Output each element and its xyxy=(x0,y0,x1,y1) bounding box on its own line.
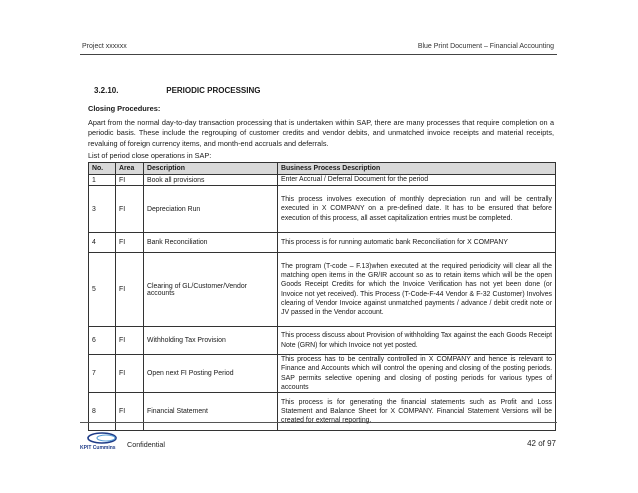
section-title: PERIODIC PROCESSING xyxy=(166,86,261,95)
header-document-title: Blue Print Document – Financial Accounting xyxy=(417,43,554,50)
closing-procedures-heading: Closing Procedures: xyxy=(88,104,161,113)
table-row xyxy=(89,186,556,233)
confidential-label: Confidential xyxy=(127,440,165,449)
list-intro: List of period close operations in SAP: xyxy=(88,151,212,160)
page-number: 42 of 97 xyxy=(527,439,556,448)
table-row xyxy=(89,175,556,186)
cell-area: FI xyxy=(116,327,144,355)
cell-process: This process is for running automatic bank Reconciliation for X COMPANY xyxy=(278,233,556,253)
cell-description: Clearing of GL/Customer/Vendor accounts xyxy=(144,253,278,327)
cell-description: Withholding Tax Provision xyxy=(144,327,278,355)
header-no: No. xyxy=(89,163,116,175)
table-row xyxy=(89,233,556,253)
cell-no: 3 xyxy=(89,186,116,233)
cell-description: Bank Reconciliation xyxy=(144,233,278,253)
cell-area: FI xyxy=(116,233,144,253)
cell-area: FI xyxy=(116,253,144,327)
cell-no: 4 xyxy=(89,233,116,253)
header-description: Description xyxy=(144,163,278,175)
cell-description: Open next FI Posting Period xyxy=(144,355,278,393)
header-area: Area xyxy=(116,163,144,175)
period-close-table xyxy=(88,162,556,431)
table-row xyxy=(89,355,556,393)
cell-no: 5 xyxy=(89,253,116,327)
cell-area: FI xyxy=(116,175,144,186)
cell-description: Depreciation Run xyxy=(144,186,278,233)
cell-process: This process has to be centrally controlled in X COMPANY and hence is relevant to Finance and Accounts which will control the opening and closing of the posting periods. SAP permits selective opening and closing of posting periods for various types of accounts xyxy=(278,355,556,393)
table-row xyxy=(89,393,556,431)
cell-no: 7 xyxy=(89,355,116,393)
table-row xyxy=(89,253,556,327)
section-number: 3.2.10. xyxy=(94,86,119,95)
logo-text: KPIT Cummins xyxy=(80,445,116,451)
section-heading xyxy=(94,86,260,95)
header-divider xyxy=(80,54,557,55)
cell-no: 6 xyxy=(89,327,116,355)
cell-description: Financial Statement xyxy=(144,393,278,431)
cell-process: This process is for generating the financial statements such as Profit and Loss Statement and Balance Sheet for X COMPANY. Financial Statement Versions will be created for external reporting. xyxy=(278,393,556,431)
cell-no: 1 xyxy=(89,175,116,186)
cell-process: This process involves execution of monthly depreciation run and will be centrally executed in X COMPANY on a pre-defined date. It has to be ensured that before execution of this process, all asset capitalization entries must be completed. xyxy=(278,186,556,233)
table-header-row xyxy=(89,163,556,175)
table-row xyxy=(89,327,556,355)
header-business-process: Business Process Description xyxy=(278,163,556,175)
cell-area: FI xyxy=(116,355,144,393)
cell-process: This process discuss about Provision of withholding Tax against the each Goods Receipt Note (GRN) for which Invoice not yet posted. xyxy=(278,327,556,355)
cell-process: The program (T-code – F.13)when executed at the required periodicity will clear all the matching open items in the GR/IR account so as to retain items which will be the open Goods Receipt Credits for which the Invoice Verification has not yet been done (or Invoice not yet received). This Process (T-Code-F-44 Vendor & F-32 Customer) Involves clearing of Vendor Invoice against unmatched payments / advance / debit credit note or JV passed in the Vendor account. xyxy=(278,253,556,327)
footer-divider xyxy=(80,422,557,423)
cell-process: Enter Accrual / Deferral Document for the period xyxy=(278,175,556,186)
cell-area: FI xyxy=(116,393,144,431)
cell-no: 8 xyxy=(89,393,116,431)
intro-paragraph: Apart from the normal day-to-day transaction processing that is undertaken within SAP, there are many processes that require completion on a periodic basis. These include the regrouping of customer credits and vendor debits, and unmatched invoice receipts and material receipts, revaluing of foreign currency items, and month-end accruals and deferrals. xyxy=(88,118,554,148)
header-project: Project xxxxxx xyxy=(82,43,127,50)
cell-description: Book all provisions xyxy=(144,175,278,186)
cell-area: FI xyxy=(116,186,144,233)
